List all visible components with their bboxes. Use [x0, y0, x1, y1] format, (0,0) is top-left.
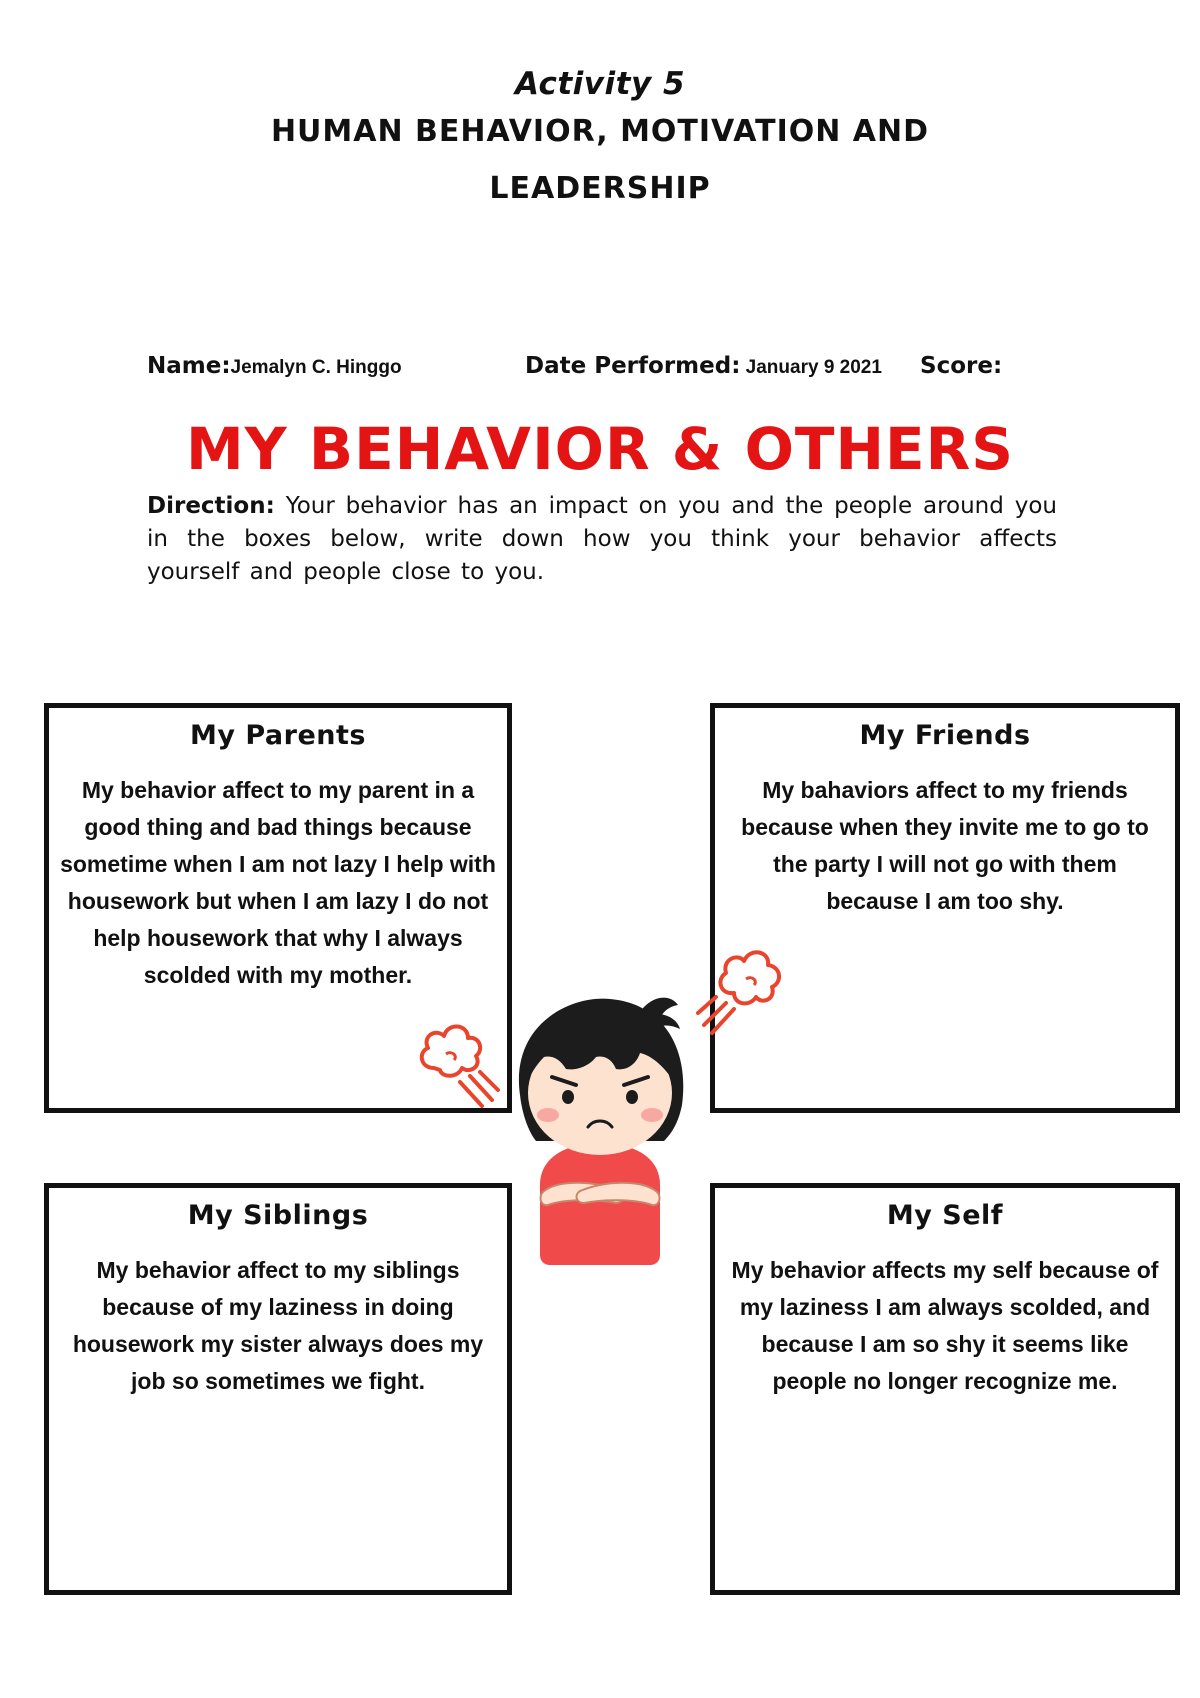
direction-label: Direction: [147, 493, 275, 519]
friends-box [710, 703, 1180, 1113]
friends-box-title: My Friends [859, 720, 1031, 751]
self-box-title: My Self [886, 1200, 1004, 1231]
direction-text: Your behavior has an impact on you and the people around you in the boxes below, write down how you think your behavior affects yourself and people close to you. [147, 493, 1057, 585]
direction-paragraph [147, 490, 1057, 589]
score-field [920, 353, 1002, 379]
angry-girl-icon [500, 985, 700, 1265]
self-box [710, 1183, 1180, 1595]
parents-box-text: My behavior affect to my parent in a good thing and bad things because sometime when I am not lazy I help with housework but when I am lazy I do not help housework that why I always scolded with my mother. [60, 777, 496, 988]
name-field [147, 353, 402, 379]
anger-puff-right-icon [690, 935, 790, 1045]
friends-box-text: My bahaviors affect to my friends because when they invite me to go to the party I will not go with them because I am too shy. [741, 777, 1149, 914]
date-value: January 9 2021 [740, 357, 882, 378]
subject-title-line2: LEADERSHIP [489, 171, 711, 206]
date-field [525, 353, 882, 379]
activity-number: Activity 5 [514, 66, 686, 102]
parents-box-title: My Parents [190, 720, 366, 751]
name-label: Name: [147, 353, 231, 379]
worksheet-title: MY BEHAVIOR & OTHERS [185, 415, 1015, 483]
anger-puff-left-icon [412, 1010, 507, 1110]
score-label: Score: [920, 353, 1003, 379]
siblings-box [44, 1183, 512, 1595]
date-label: Date Performed: [525, 353, 741, 379]
subject-title-line1: HUMAN BEHAVIOR, MOTIVATION AND [270, 114, 930, 149]
siblings-box-title: My Siblings [187, 1200, 369, 1231]
self-box-text: My behavior affects my self because of my laziness I am always scolded, and because I am so shy it seems like people no longer recognize me. [731, 1257, 1159, 1394]
name-value: Jemalyn C. Hinggo [230, 357, 402, 378]
siblings-box-text: My behavior affect to my siblings because of my laziness in doing housework my sister always does my job so sometimes we fight. [72, 1257, 484, 1394]
